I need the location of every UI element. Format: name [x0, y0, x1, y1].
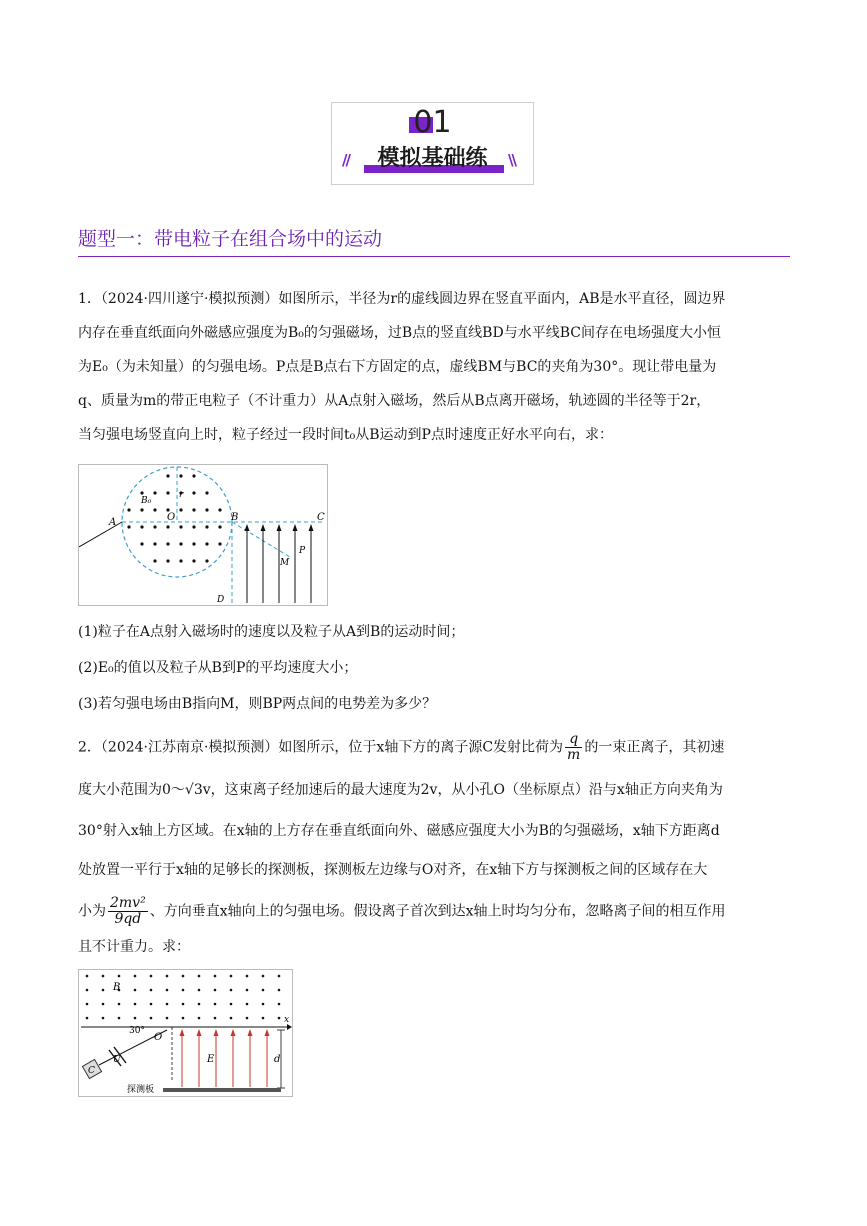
field-dot [278, 989, 281, 992]
field-arrow-head [197, 1029, 202, 1036]
label-c: C [88, 1066, 95, 1076]
field-dot [166, 1003, 169, 1006]
field-arrow-head [214, 1029, 219, 1036]
field-dot [179, 508, 182, 511]
section-heading [78, 224, 790, 257]
field-dot [205, 491, 208, 494]
field-dot [102, 1017, 105, 1020]
field-dot [153, 491, 156, 494]
problem-1-line: 当匀强电场竖直向上时，粒子经过一段时间t₀从B运动到P点时速度正好水平向右，求： [78, 427, 613, 443]
field-dot [205, 559, 208, 562]
field-dot [140, 525, 143, 528]
field-dot [134, 1017, 137, 1020]
field-strength-fraction [108, 896, 148, 927]
problem-1-line: 为E₀（为未知量）的匀强电场。P点是B点右下方固定的点，虚线BM与BC的夹角为30°。现让带电量为 [78, 359, 717, 375]
field-dot [127, 508, 130, 511]
field-dot [246, 1003, 249, 1006]
question-2: (2)E₀的值以及粒子从B到P的平均速度大小； [78, 660, 358, 676]
field-dot [214, 1003, 217, 1006]
field-dot [205, 508, 208, 511]
field-dot [118, 975, 121, 978]
problem-2-diagram [79, 970, 292, 1096]
field-dot [166, 542, 169, 545]
field-arrow-head [265, 1029, 270, 1036]
label-b: B [113, 982, 121, 993]
label-c: C [317, 512, 325, 523]
field-dot [230, 989, 233, 992]
field-dot [140, 542, 143, 545]
field-dot [166, 474, 169, 477]
badge-number: 01 [413, 105, 452, 140]
field-dot [278, 1017, 281, 1020]
field-dot [192, 542, 195, 545]
problem-1-diagram [79, 465, 327, 605]
problem-2-text: 、方向垂直x轴向上的匀强电场。假设离子首次到达x轴上时均匀分布，忽略离子间的相互作用 [149, 903, 726, 920]
field-dot [179, 542, 182, 545]
field-dot [198, 989, 201, 992]
problem-2-line-4: 处放置一平行于x轴的足够长的探测板，探测板左边缘与O对齐，在x轴下方与探测板之间的区域存在大 [78, 862, 708, 878]
problem-2-line-1 [78, 732, 724, 763]
field-dot [153, 542, 156, 545]
section-title: 题型一：带电粒子在组合场中的运动 [78, 228, 383, 250]
field-dot [118, 1017, 121, 1020]
field-dot [182, 989, 185, 992]
field-arrow-head [261, 524, 266, 531]
label-o: O [167, 512, 176, 523]
field-dot [262, 1017, 265, 1020]
field-dot [86, 975, 89, 978]
field-dot [192, 491, 195, 494]
field-dot [150, 989, 153, 992]
field-dot [134, 989, 137, 992]
section-badge [331, 102, 534, 185]
field-dot [86, 989, 89, 992]
field-dot [140, 491, 143, 494]
field-dot [182, 1017, 185, 1020]
label-u: U [113, 1055, 121, 1065]
frac-num: q [565, 732, 582, 748]
field-dot [278, 1003, 281, 1006]
field-dot [118, 1003, 121, 1006]
field-dot [246, 989, 249, 992]
label-r: r [179, 490, 184, 500]
detector-plate [163, 1088, 281, 1092]
problem-2-line-2: 度大小范围为0～√3v，这束离子经加速后的最大速度为2v，从小孔O（坐标原点）沿与x轴正方向夹角为 [78, 782, 723, 798]
field-dot [205, 525, 208, 528]
frac-den: 9qd [114, 911, 142, 927]
frac-den: m [567, 747, 581, 763]
problem-2-line-6: 且不计重力。求： [78, 939, 190, 955]
label-a: A [109, 517, 117, 528]
field-dot [153, 559, 156, 562]
label-detector: 探测板 [127, 1085, 155, 1095]
field-dot [230, 975, 233, 978]
field-dot [218, 525, 221, 528]
problem-2-text: 2．（2024·江苏南京·模拟预测）如图所示，位于x轴下方的离子源C发射比荷为 [78, 739, 564, 756]
field-dot [198, 1017, 201, 1020]
problem-1-line: q、质量为m的带正电粒子（不计重力）从A点射入磁场，然后从B点离开磁场，轨迹圆的半径等于2r， [78, 393, 711, 409]
problem-2-text: 的一束正离子，其初速 [584, 739, 725, 756]
problem-1-figure [78, 464, 328, 606]
field-dot [127, 525, 130, 528]
label-e: E [207, 1054, 215, 1065]
field-dot [86, 1017, 89, 1020]
field-dot [102, 989, 105, 992]
field-arrows [245, 524, 314, 603]
field-dot [246, 1017, 249, 1020]
field-dot [214, 989, 217, 992]
field-dot [182, 1003, 185, 1006]
badge-title: 模拟基础练 [377, 146, 488, 171]
field-dot [150, 1017, 153, 1020]
field-dot [102, 975, 105, 978]
problem-1-line: 内存在垂直纸面向外磁感应强度为B₀的匀强磁场，过B点的竖直线BD与水平线BC间存在电场强度大小恒 [78, 325, 721, 341]
field-dot [262, 975, 265, 978]
frac-num: 2mv² [110, 895, 146, 911]
field-arrow-head [277, 524, 282, 531]
question-3: (3)若匀强电场由B指向M，则BP两点间的电势差为多少？ [78, 696, 437, 712]
electric-field-arrows [180, 1029, 270, 1087]
label-b0: B₀ [141, 496, 152, 506]
field-dot [166, 989, 169, 992]
field-dot [262, 1003, 265, 1006]
label-b: B [231, 512, 239, 523]
field-dot [230, 1003, 233, 1006]
label-m: M [280, 558, 290, 568]
field-dot [192, 508, 195, 511]
field-dot [205, 542, 208, 545]
field-dot [192, 559, 195, 562]
field-dot [140, 508, 143, 511]
question-1: (1)粒子在A点射入磁场时的速度以及粒子从A到B的运动时间； [78, 624, 465, 640]
field-dot [166, 491, 169, 494]
line-bm [232, 522, 290, 557]
field-dot [179, 525, 182, 528]
field-dot [179, 474, 182, 477]
field-dot [218, 542, 221, 545]
field-dot [150, 975, 153, 978]
field-dot [218, 508, 221, 511]
problem-2-line-3: 30°射入x轴上方区域。在x轴的上方存在垂直纸面向外、磁感应强度大小为B的匀强磁场，x轴下方距离d [78, 823, 720, 839]
problem-1-text [78, 282, 794, 452]
field-arrow-head [180, 1029, 185, 1036]
field-dot [166, 1017, 169, 1020]
badge-left-deco: // [342, 151, 349, 169]
badge-right-deco: \\ [508, 151, 515, 169]
field-dot [182, 975, 185, 978]
problem-2-text: 小为 [78, 903, 106, 920]
field-dot [166, 559, 169, 562]
field-arrow-head [309, 524, 314, 531]
field-dot [262, 989, 265, 992]
field-arrow-head [293, 524, 298, 531]
field-dot [153, 525, 156, 528]
charge-mass-ratio [565, 732, 582, 763]
field-dot [214, 1017, 217, 1020]
field-dot [192, 474, 195, 477]
field-dot [198, 1003, 201, 1006]
field-dot [230, 1017, 233, 1020]
field-dot [134, 1003, 137, 1006]
problem-1-line: 1．（2024·四川遂宁·模拟预测）如图所示，半径为r的虚线圆边界在竖直平面内，AB是水平直径，圆边界 [78, 291, 726, 307]
field-dot [134, 975, 137, 978]
label-p: P [299, 546, 306, 556]
label-angle: 30° [129, 1026, 145, 1036]
field-arrow-head [248, 1029, 253, 1036]
label-d: D [217, 595, 225, 605]
field-dot [153, 508, 156, 511]
field-dot [150, 1003, 153, 1006]
field-arrow-head [231, 1029, 236, 1036]
field-dot [102, 1003, 105, 1006]
field-dot [192, 525, 195, 528]
label-x: x [284, 1015, 290, 1025]
field-dot [278, 975, 281, 978]
problem-2-figure [78, 969, 293, 1097]
field-dot [214, 975, 217, 978]
label-o: O [154, 1032, 163, 1043]
problem-2-line-5 [78, 896, 726, 927]
field-dot [86, 1003, 89, 1006]
field-dot [198, 975, 201, 978]
label-d: d [274, 1054, 281, 1065]
field-dot [179, 559, 182, 562]
field-dot [246, 975, 249, 978]
field-dot [166, 525, 169, 528]
field-arrow-head [245, 524, 250, 531]
field-dot [166, 975, 169, 978]
